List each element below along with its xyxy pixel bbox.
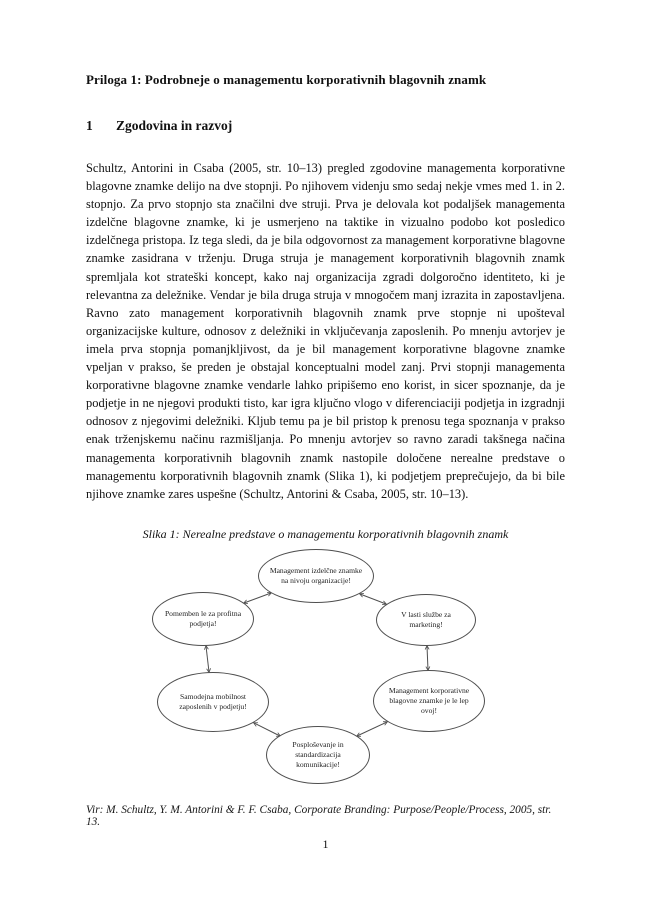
figure-diagram	[144, 546, 544, 792]
diagram-node-marketing-department: V lasti službe za marketing!	[376, 594, 476, 646]
diagram-node-communication-standardization: Posploševanje in standardizacija komunikacije!	[266, 726, 370, 784]
section-number: 1	[86, 118, 93, 133]
figure-caption: Slika 1: Nerealne predstave o managementu korporativnih blagovnih znamk	[142, 526, 509, 541]
diagram-node-product-brand-management: Management izdelčne znamke na nivoju organizacije!	[258, 549, 374, 603]
diagram-node-employee-mobility: Samodejna mobilnost zaposlenih v podjetju!	[157, 672, 269, 732]
diagram-node-profit-companies: Pomemben le za profitna podjetja!	[152, 592, 254, 646]
section-heading	[86, 118, 565, 134]
page-number: 1	[322, 836, 329, 851]
figure-source: Vir: M. Schultz, Y. M. Antorini & F. F. Csaba, Corporate Branding: Purpose/People/Process, 2005, str. 13.	[86, 803, 552, 828]
diagram-node-nice-wrapper: Management korporativne blagovne znamke je le lep ovoj!	[373, 670, 485, 732]
body-paragraph: Schultz, Antorini in Csaba (2005, str. 10–13) pregled zgodovine managementa korporativne blagovne znamke delijo na dve stopnji. Po njihovem videnju smo sedaj nekje vmes med 1. in 2. stopnjo. Za prvo stopnjo sta značilni dve struji. Prva je delovala kot podaljšek managementa izdelčne blagovne znamke, ki je usmerjeno na taktike in vizualno podobo kot posledico izdelčnega pristopa. Iz tega sledi, da je bila odgovornost za management korporativne blagovne znamke zasidrana v trženju. Druga struja je management korporativnih blagovnih znamk spremljala kot strateški koncept, kako naj organizacija zgradi dolgoročno identiteto, ki je relevantna za deležnike. Vendar je bila druga struja v mnogočem manj izrazita in zapostavljena. Ravno zato management korporativnih blagovnih znamk prve stopnje ni upošteval organizacijske kulture, odnosov z deležniki in vključevanja zaposlenih. Po mnenju avtorjev je imela prva stopnja pomanjkljivost, da je bil management korporativne blagovne znamke vpeljan v prakso, še preden je obstajal konceptualni model zanj. Prvi stopnji managementa korporativne blagovne znamke vendarle lahko pripišemo eno korist, in sicer spoznanje, da je podjetje in ne njegovi produkti tisto, kar igra ključno vlogo v diferenciaciji podjetja in izgradnji odnosov z njegovimi deležniki. Kljub temu pa je bil pristop k prenosu tega spoznanja v prakso enak trženjskemu načinu razmišljanja. Po mnenju avtorjev so ravno zaradi takšnega načina managementa korporativnih blagovnih znamk nastopile določene nerealne predstave o managementu korporativnih blagovnih znamk (Slika 1), ki podjetjem preprečujejo, da bi bile njihove znamke zares uspešne (Schultz, Antorini & Csaba, 2005, str. 10–13).	[86, 161, 565, 501]
section-title: Zgodovina in razvoj	[116, 118, 233, 133]
appendix-title: Priloga 1: Podrobneje o managementu korporativnih blagovnih znamk	[86, 72, 487, 87]
